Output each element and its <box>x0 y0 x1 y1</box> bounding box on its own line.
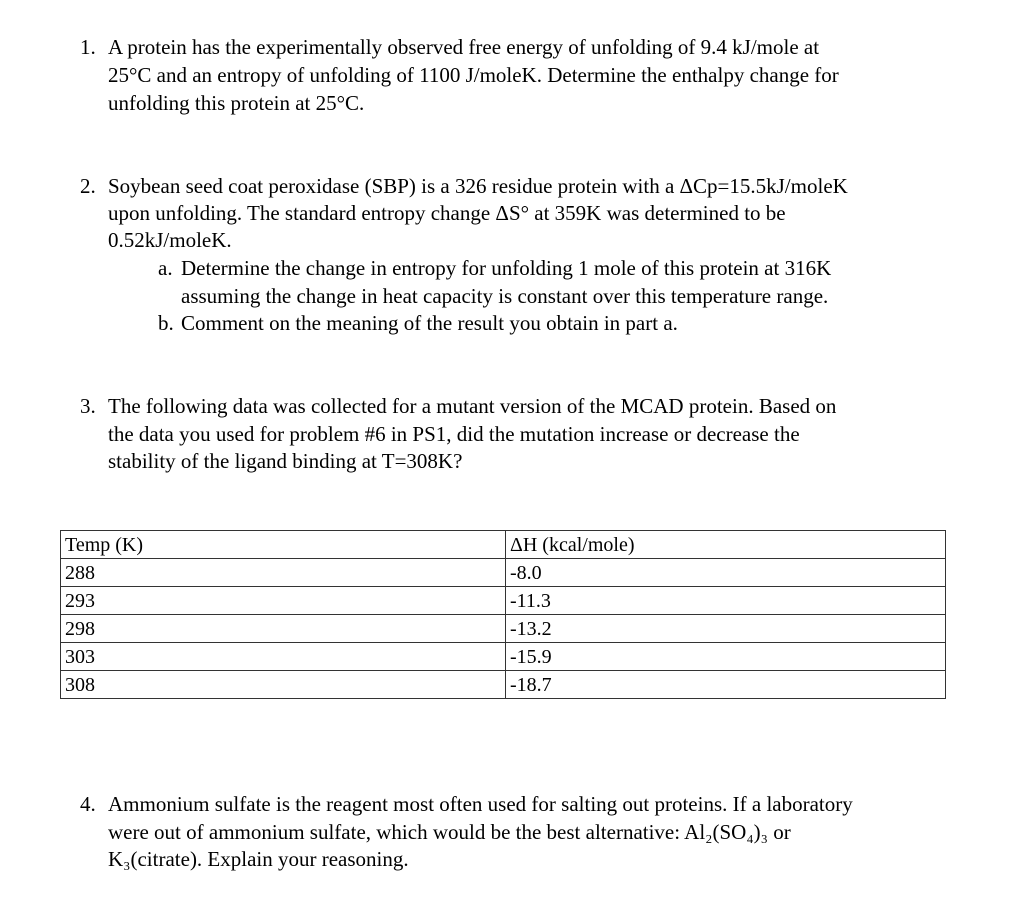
table-row <box>61 615 946 643</box>
question-text-line: stability of the ligand binding at T=308K? <box>108 449 463 473</box>
table-cell: 293 <box>61 587 506 615</box>
table-cell: -15.9 <box>506 643 946 671</box>
part-text-line: Comment on the meaning of the result you obtain in part a. <box>181 311 678 335</box>
question-text-line: A protein has the experimentally observed free energy of unfolding of 9.4 kJ/mole at <box>108 35 820 59</box>
question-text-line: upon unfolding. The standard entropy change ΔS° at 359K was determined to be <box>108 201 786 225</box>
question-text-line: Ammonium sulfate is the reagent most often used for salting out proteins. If a laboratory <box>108 792 853 816</box>
question-text-line: K₃(citrate). Explain your reasoning. <box>108 847 409 871</box>
table-cell: 308 <box>61 671 506 699</box>
question-text-line: unfolding this protein at 25°C. <box>108 91 365 115</box>
part-text-line: Determine the change in entropy for unfolding 1 mole of this protein at 316K <box>181 256 832 280</box>
part-label: a. <box>158 256 173 280</box>
table-cell: 298 <box>61 615 506 643</box>
question-number: 3. <box>80 394 96 418</box>
table-row <box>61 587 946 615</box>
table-row <box>61 643 946 671</box>
table-header-row <box>61 531 946 559</box>
part-text-line: assuming the change in heat capacity is constant over this temperature range. <box>181 284 829 308</box>
question-number: 1. <box>80 35 96 59</box>
question-number: 2. <box>80 174 96 198</box>
question-number: 4. <box>80 792 96 816</box>
table-cell: -8.0 <box>506 559 946 587</box>
question-text-line: were out of ammonium sulfate, which would be the best alternative: Al₂(SO₄)₃ or <box>108 820 791 844</box>
question-text-line: 0.52kJ/moleK. <box>108 228 232 252</box>
table-cell: -18.7 <box>506 671 946 699</box>
table-header: ΔH (kcal/mole) <box>506 531 946 559</box>
question-text-line: Soybean seed coat peroxidase (SBP) is a 326 residue protein with a ΔCp=15.5kJ/moleK <box>108 174 848 198</box>
question-text-line: The following data was collected for a mutant version of the MCAD protein. Based on <box>108 394 837 418</box>
part-label: b. <box>158 311 174 335</box>
table-cell: -11.3 <box>506 587 946 615</box>
question-text-line: 25°C and an entropy of unfolding of 1100 J/moleK. Determine the enthalpy change for <box>108 63 839 87</box>
table-cell: 288 <box>61 559 506 587</box>
table-cell: 303 <box>61 643 506 671</box>
table-header: Temp (K) <box>61 531 506 559</box>
table-cell: -13.2 <box>506 615 946 643</box>
table-row <box>61 559 946 587</box>
data-table <box>60 530 946 699</box>
table-row <box>61 671 946 699</box>
question-text-line: the data you used for problem #6 in PS1, did the mutation increase or decrease the <box>108 422 800 446</box>
